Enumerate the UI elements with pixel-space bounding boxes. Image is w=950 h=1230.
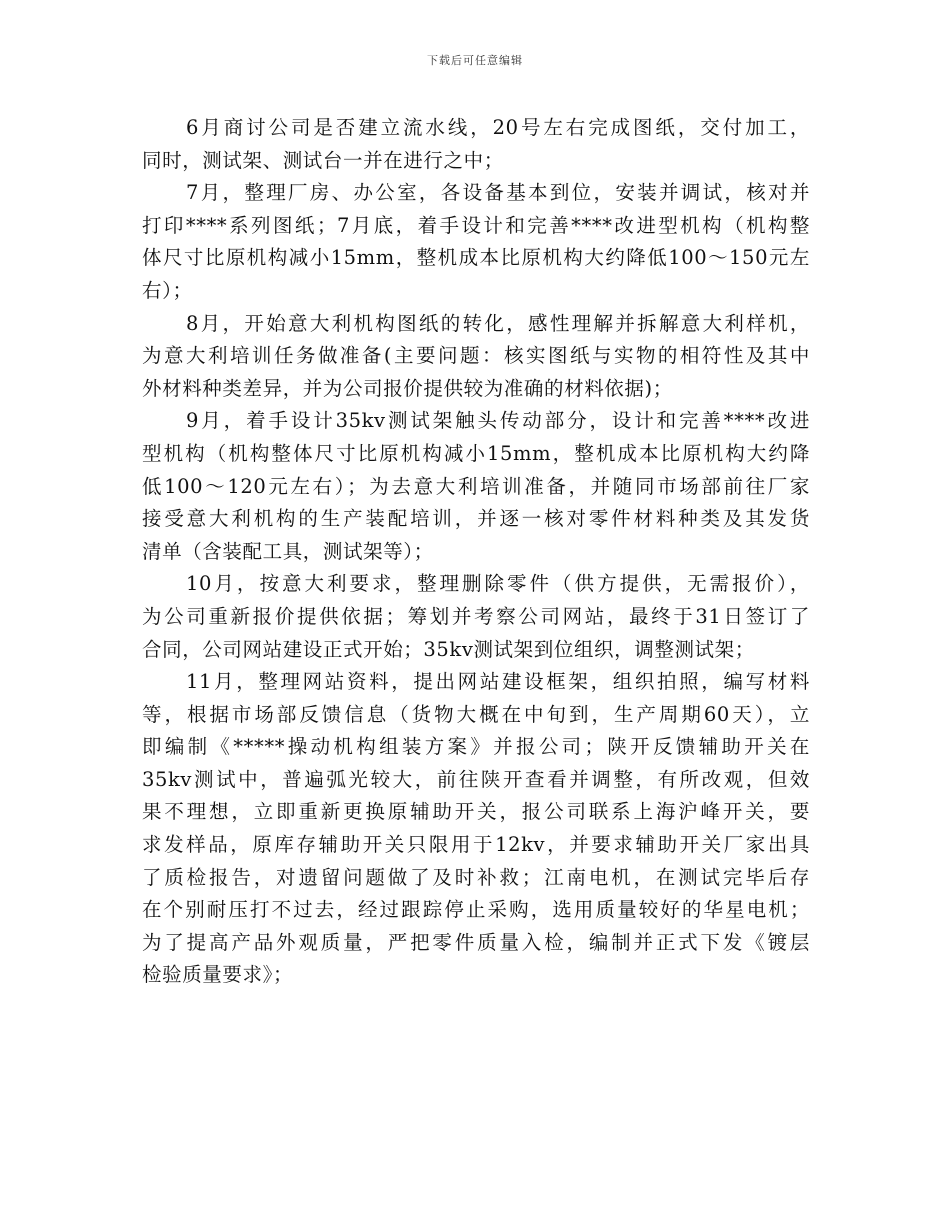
text-line: 在个别耐压打不过去，经过跟踪停止采购，选用质量较好的华星电机； xyxy=(142,898,810,922)
text-line: 即编制《*****操动机构组装方案》并报公司；陕开反馈辅助开关在 xyxy=(142,735,810,759)
text-line: 检验质量要求》； xyxy=(142,963,294,987)
text-line: 了质检报告，对遗留问题做了及时补救；江南电机，在测试完毕后存 xyxy=(142,865,810,889)
text-line: 右）； xyxy=(142,278,193,302)
text-line: 接受意大利机构的生产装配培训，并逐一核对零件材料种类及其发货 xyxy=(142,507,810,531)
page-header: 下载后可任意编辑 xyxy=(427,54,523,67)
text-line: 10月，按意大利要求，整理删除零件（供方提供，无需报价）， xyxy=(186,572,810,596)
text-line: 8月，开始意大利机构图纸的转化，感性理解并拆解意大利样机， xyxy=(186,311,810,335)
text-line: 9月，着手设计35kv测试架触头传动部分，设计和完善****改进 xyxy=(186,409,810,433)
text-line: 6月商讨公司是否建立流水线，20号左右完成图纸，交付加工， xyxy=(186,116,810,139)
paragraph-september xyxy=(142,405,810,568)
paragraph-july xyxy=(142,177,810,307)
document-body xyxy=(142,112,810,992)
text-line: 外材料种类差异，并为公司报价提供较为准确的材料依据)； xyxy=(142,376,673,400)
text-line: 清单（含装配工具，测试架等）； xyxy=(142,539,434,563)
text-line: 等，根据市场部反馈信息（货物大概在中旬到，生产周期60天），立 xyxy=(142,702,810,726)
text-line: 35kv测试中，普遍弧光较大，前往陕开查看并调整，有所改观，但效 xyxy=(142,767,810,791)
text-line: 果不理想，立即重新更换原辅助开关，报公司联系上海沪峰开关，要 xyxy=(142,800,810,824)
paragraph-june xyxy=(142,112,810,177)
paragraph-november xyxy=(142,666,810,992)
text-line: 11月，整理网站资料，提出网站建设框架，组织拍照，编写材料 xyxy=(186,670,810,694)
text-line: 打印****系列图纸；7月底，着手设计和完善****改进型机构（机构整 xyxy=(142,213,810,237)
paragraph-october xyxy=(142,568,810,666)
paragraph-august xyxy=(142,308,810,406)
text-line: 为意大利培训任务做准备(主要问题：核实图纸与实物的相符性及其中 xyxy=(142,344,810,368)
text-line: 为了提高产品外观质量，严把零件质量入检，编制并正式下发《镀层 xyxy=(142,930,810,954)
text-line: 同时，测试架、测试台一并在进行之中； xyxy=(142,148,504,172)
text-line: 型机构（机构整体尺寸比原机构减小15mm，整机成本比原机构大约降 xyxy=(142,441,810,465)
text-line: 为公司重新报价提供依据；筹划并考察公司网站，最终于31日签订了 xyxy=(142,604,810,628)
text-line: 合同，公司网站建设正式开始；35kv测试架到位组织，调整测试架； xyxy=(142,637,755,661)
text-line: 低100～120元左右）；为去意大利培训准备，并随同市场部前往厂家 xyxy=(142,474,810,498)
text-line: 体尺寸比原机构减小15mm，整机成本比原机构大约降低100～150元左 xyxy=(142,246,810,270)
text-line: 求发样品，原库存辅助开关只限用于12kv，并要求辅助开关厂家出具 xyxy=(142,833,810,857)
text-line: 7月，整理厂房、办公室，各设备基本到位，安装并调试，核对并 xyxy=(186,181,810,205)
